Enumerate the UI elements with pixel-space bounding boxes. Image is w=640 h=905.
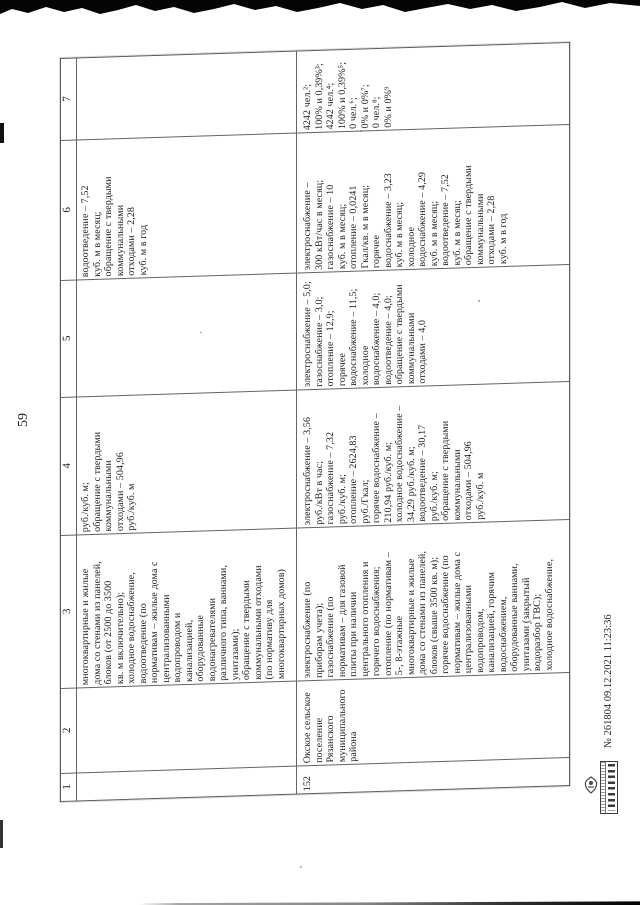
cell-col5-row-152 <box>297 265 569 390</box>
scan-bottom-edge <box>138 901 640 905</box>
column-number-7: 7 <box>61 95 73 102</box>
cell-text: водоотведение – 7,52 куб. м в месяц; обращение с твердыми коммунальными отходами – 2,28 куб. м в год <box>80 176 149 278</box>
table-band-col3 <box>61 520 569 689</box>
cell-text: Окское сельское поселение Рязанского муниципального района <box>302 689 359 764</box>
cell-text: руб./куб. м; обращение с твердыми коммунальными отходами – 504,96 руб./куб. м <box>80 431 137 533</box>
page-number: 59 <box>16 413 31 427</box>
column-number-2: 2 <box>61 727 73 734</box>
cell-col4-row-152 <box>297 382 569 528</box>
cell-text: многоквартирные и жилые дома со стенами из панелей, блоков (от 2500 до 3500 кв. м включительно); холодное водоснабжение, водоотведение (по нормативам – жилые дома с централизованными водопроводом и канализацией, оборудованные водонагревателями различного типа, ваннами, унитазами); обращение с твердыми коммунальными отходами (по нормативу для многоквартирных домов) <box>80 561 287 686</box>
cell-col7-number <box>61 58 77 140</box>
stamp-crest-icon <box>584 776 598 794</box>
cell-col3-number <box>61 535 77 688</box>
column-number-4: 4 <box>61 462 73 469</box>
cell-col2-prev-row <box>77 682 297 773</box>
table-band-col7 <box>61 43 569 141</box>
cell-col5-number <box>61 280 77 397</box>
cell-col5-prev-row <box>77 274 297 397</box>
column-number-1: 1 <box>61 783 73 790</box>
cell-text: электроснабжение – 3,56 руб./кВт в час; газоснабжение – 7,32 руб./куб. м; отопление – 2624,83 руб./Гкал; горячее водоснабжение – 210,94 руб./куб. м; холодное водоснабжение – 34,29 руб./куб. м; водоотведение – 30,17 руб./куб. м; обращение с твердыми коммунальными отходами – 504,96 руб./куб. м <box>302 405 486 526</box>
cell-col2-number <box>61 688 77 773</box>
cell-col1-prev-row <box>77 767 297 801</box>
scan-top-torn-edge <box>0 0 640 16</box>
cell-text: 4242 чел.²; 100% и 0,39%³; 4242 чел.⁴; 100% и 0,39%⁵; 0 чел.⁶; 0% и 0%⁷; 0 чел.⁸; 0% и 0%⁹ <box>302 61 394 131</box>
stamp-caption-strip <box>601 762 606 813</box>
table-band-col6 <box>61 125 569 281</box>
left-edge-mark-top <box>0 123 4 143</box>
cell-col3-row-152 <box>297 520 569 681</box>
cell-col4-number <box>61 397 77 535</box>
table-band-col4 <box>61 382 569 536</box>
cell-col6-number <box>61 140 77 280</box>
cell-text: 152 <box>302 775 313 792</box>
cell-col7-prev-row <box>77 52 297 140</box>
table-band-col2 <box>61 673 569 774</box>
cell-col4-prev-row <box>77 391 297 535</box>
cell-col6-row-152 <box>297 125 569 273</box>
cell-col6-prev-row <box>77 134 297 280</box>
cell-text: электроснабжение – 300 кВт/час в месяц; газоснабжение – 10 куб. м в месяц; отопление – 0,0241 Гкал/кв. м в месяц; горячее водоснабжение – 3,23 куб. м в месяц; холодное водоснабжение – 4,29 куб. м в месяц; водоотведение – 7,52 куб. м в месяц; обращение с твердыми коммунальными отходами – 2,28 куб. м в год <box>302 164 509 271</box>
cell-text: электроснабжение (по приборам учета); газоснабжение (по нормативам – для газовой плиты при наличии центрального отопления и горячего водоснабжения; отопление (по нормативам – 5-, 8-этажные многоквартирные и жилые дома со стенами из панелей, блоков (свыше 3500 кв. м); горячее водоснабжение (по нормативам – жилые дома с централизованными водопроводом, канализацией, горячим водоснабжением, оборудованные ваннами, унитазами (закрытый водоразбор ГВС); холодное водоснабжение, <box>302 550 555 679</box>
tariff-table <box>60 42 570 802</box>
dust-speck <box>300 866 302 868</box>
registration-number-line: № 261804 09.12.2021 11:23:36 <box>603 614 614 748</box>
column-number-3: 3 <box>61 608 73 615</box>
cell-col3-prev-row <box>77 529 297 688</box>
column-number-5: 5 <box>61 335 73 342</box>
cell-text: электроснабжение – 5,0; газоснабжение – 3,0; отопление – 12,9; горячее водоснабжение – 11,5; холодное водоснабжение – 4,0; водоотведение – 4,0; обращение с твердыми коммунальными отходами – 4,0 <box>302 281 428 388</box>
registration-stamp-icon <box>600 761 618 814</box>
cell-col1-number <box>61 773 77 801</box>
cell-col7-row-152 <box>297 43 569 133</box>
left-edge-mark-bottom <box>0 820 3 848</box>
cell-col2-row-152 <box>297 673 569 766</box>
stamp-digits <box>608 764 615 811</box>
column-number-6: 6 <box>61 206 73 213</box>
table-band-col5 <box>61 265 569 398</box>
